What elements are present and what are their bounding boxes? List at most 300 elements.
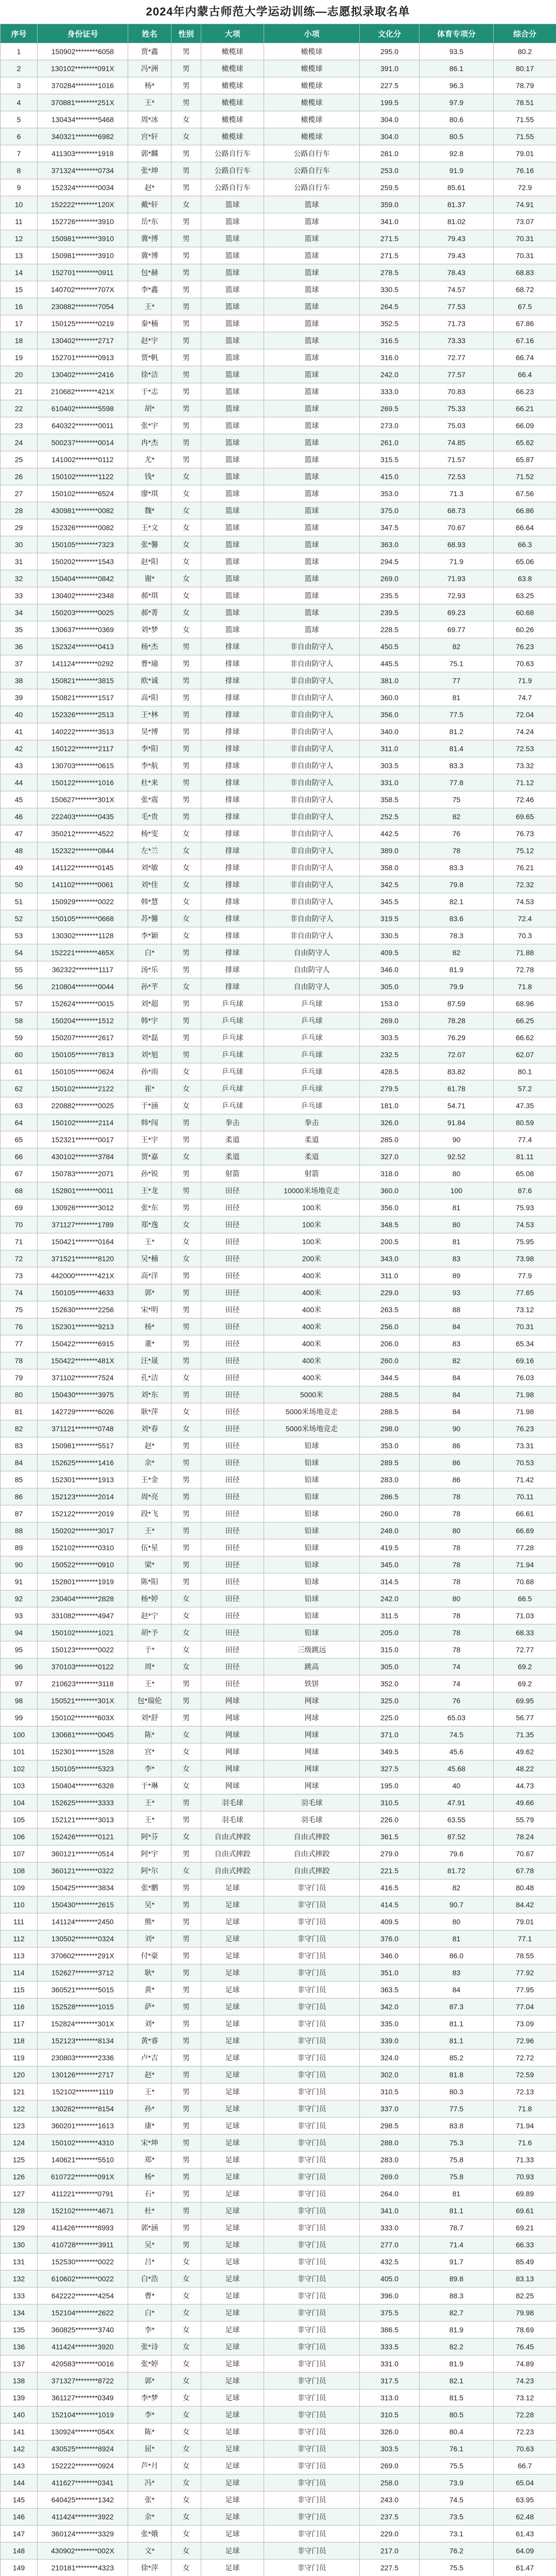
cell-id-number: 150105********4633 (38, 1284, 128, 1301)
cell-gender: 男 (171, 2049, 201, 2066)
table-row (1, 485, 556, 502)
cell-name: 贾*鑫 (128, 43, 171, 60)
table-row (1, 2185, 556, 2202)
cell-sport-score: 75.5 (420, 2458, 494, 2475)
cell-major-event: 足球 (201, 2168, 264, 2185)
table-row (1, 1046, 556, 1063)
cell-sport-score: 80 (420, 1165, 494, 1182)
cell-index: 33 (1, 587, 38, 604)
cell-major-event: 篮球 (201, 332, 264, 349)
cell-id-number: 500237********0014 (38, 434, 128, 451)
cell-name: 刘* (128, 2015, 171, 2032)
cell-gender: 男 (171, 366, 201, 383)
cell-index: 22 (1, 400, 38, 417)
cell-major-event: 射箭 (201, 1165, 264, 1182)
cell-gender: 男 (171, 162, 201, 179)
cell-id-number: 610402********5598 (38, 400, 128, 417)
cell-gender: 男 (171, 1947, 201, 1964)
cell-minor-event: 非守门员 (264, 1879, 360, 1896)
cell-id-number: 152123********8134 (38, 2032, 128, 2049)
cell-total-score: 48.22 (494, 1760, 556, 1777)
cell-major-event: 篮球 (201, 281, 264, 298)
cell-id-number: 152801********1919 (38, 1573, 128, 1590)
cell-major-event: 篮球 (201, 451, 264, 468)
cell-gender: 女 (171, 2372, 201, 2389)
cell-gender: 女 (171, 587, 201, 604)
cell-culture-score: 318.0 (360, 1165, 420, 1182)
table-row (1, 1471, 556, 1488)
cell-total-score: 76.21 (494, 859, 556, 876)
cell-index: 61 (1, 1063, 38, 1080)
cell-index: 10 (1, 196, 38, 213)
cell-sport-score: 78 (420, 1488, 494, 1505)
cell-id-number: 152630********2256 (38, 1301, 128, 1318)
cell-major-event: 足球 (201, 1947, 264, 1964)
cell-major-event: 篮球 (201, 213, 264, 230)
cell-name: 李* (128, 1760, 171, 1777)
cell-minor-event: 非守门员 (264, 1964, 360, 1981)
cell-minor-event: 篮球 (264, 451, 360, 468)
cell-id-number: 141002********0112 (38, 451, 128, 468)
cell-total-score: 80.1 (494, 1063, 556, 1080)
cell-id-number: 222403********0435 (38, 808, 128, 825)
cell-index: 146 (1, 2509, 38, 2526)
table-row (1, 2032, 556, 2049)
cell-gender: 男 (171, 1692, 201, 1709)
cell-id-number: 150404********6328 (38, 1777, 128, 1794)
cell-total-score: 78.24 (494, 1828, 556, 1845)
table-row (1, 1114, 556, 1131)
cell-index: 11 (1, 213, 38, 230)
cell-total-score: 71.12 (494, 774, 556, 791)
cell-sport-score: 78 (420, 1505, 494, 1522)
table-row (1, 791, 556, 808)
cell-culture-score: 317.5 (360, 2372, 420, 2389)
cell-minor-event: 非守门员 (264, 2134, 360, 2151)
cell-total-score: 77.28 (494, 1539, 556, 1556)
cell-culture-score: 221.5 (360, 1862, 420, 1879)
cell-major-event: 乒乓球 (201, 1080, 264, 1097)
cell-id-number: 210682********421X (38, 383, 128, 400)
cell-minor-event: 乒乓球 (264, 1097, 360, 1114)
cell-name: 吴*楠 (128, 1250, 171, 1267)
cell-major-event: 排球 (201, 842, 264, 859)
cell-index: 97 (1, 1675, 38, 1692)
cell-culture-score: 288.0 (360, 2134, 420, 2151)
cell-minor-event: 非守门员 (264, 2560, 360, 2576)
cell-id-number: 152530********0022 (38, 2253, 128, 2270)
table-row (1, 2134, 556, 2151)
cell-sport-score: 82.1 (420, 893, 494, 910)
cell-id-number: 152104********1019 (38, 2406, 128, 2424)
cell-minor-event: 自由防守人 (264, 944, 360, 961)
cell-gender: 男 (171, 1556, 201, 1573)
cell-sport-score: 80.3 (420, 2083, 494, 2100)
cell-sport-score: 83.6 (420, 910, 494, 927)
cell-index: 7 (1, 145, 38, 162)
cell-id-number: 140702********707X (38, 281, 128, 298)
cell-minor-event: 非守门员 (264, 2458, 360, 2475)
cell-name: 陈* (128, 1726, 171, 1743)
cell-sport-score: 80 (420, 1913, 494, 1930)
cell-sport-score: 77.8 (420, 774, 494, 791)
cell-gender: 男 (171, 2083, 201, 2100)
cell-culture-score: 302.0 (360, 2066, 420, 2083)
cell-sport-score: 74.57 (420, 281, 494, 298)
cell-culture-score: 295.0 (360, 43, 420, 60)
cell-minor-event: 篮球 (264, 604, 360, 621)
cell-total-score: 70.63 (494, 2441, 556, 2458)
header-gender: 性别 (171, 24, 201, 43)
cell-major-event: 足球 (201, 2492, 264, 2509)
cell-id-number: 150102********2114 (38, 1114, 128, 1131)
cell-gender: 男 (171, 2117, 201, 2134)
cell-sport-score: 77.53 (420, 298, 494, 315)
cell-sport-score: 86.1 (420, 60, 494, 77)
table-row (1, 2321, 556, 2338)
cell-minor-event: 铅球 (264, 1607, 360, 1624)
table-row (1, 1284, 556, 1301)
cell-sport-score: 73.5 (420, 2509, 494, 2526)
cell-gender: 女 (171, 1607, 201, 1624)
cell-major-event: 田径 (201, 1522, 264, 1539)
cell-gender: 男 (171, 1454, 201, 1471)
cell-minor-event: 篮球 (264, 383, 360, 400)
cell-id-number: 141122********0145 (38, 859, 128, 876)
cell-name: 高*阳 (128, 689, 171, 706)
table-row (1, 587, 556, 604)
cell-name: 冀*博 (128, 247, 171, 264)
cell-index: 34 (1, 604, 38, 621)
cell-culture-score: 360.0 (360, 1182, 420, 1199)
cell-minor-event: 400米 (264, 1267, 360, 1284)
cell-name: 郝*菁 (128, 604, 171, 621)
cell-total-score: 77.95 (494, 1981, 556, 1998)
cell-major-event: 田径 (201, 1590, 264, 1607)
cell-sport-score: 77 (420, 672, 494, 689)
cell-major-event: 排球 (201, 978, 264, 995)
cell-minor-event: 非守门员 (264, 1998, 360, 2015)
cell-culture-score: 325.0 (360, 1692, 420, 1709)
cell-id-number: 152326********2513 (38, 706, 128, 723)
cell-total-score: 79.01 (494, 145, 556, 162)
cell-total-score: 71.52 (494, 468, 556, 485)
table-row (1, 1998, 556, 2015)
table-row (1, 1250, 556, 1267)
cell-culture-score: 352.5 (360, 315, 420, 332)
cell-gender: 男 (171, 2151, 201, 2168)
cell-name: 宫*轩 (128, 128, 171, 145)
cell-id-number: 411424********3920 (38, 2338, 128, 2355)
cell-name: 芦*月 (128, 2458, 171, 2475)
cell-index: 87 (1, 1505, 38, 1522)
cell-minor-event: 400米 (264, 1301, 360, 1318)
cell-minor-event: 非守门员 (264, 2492, 360, 2509)
cell-gender: 男 (171, 60, 201, 77)
cell-minor-event: 非自由防守人 (264, 842, 360, 859)
cell-index: 57 (1, 995, 38, 1012)
cell-index: 2 (1, 60, 38, 77)
cell-id-number: 150522********0910 (38, 1556, 128, 1573)
cell-name: 钱* (128, 468, 171, 485)
cell-culture-score: 331.0 (360, 774, 420, 791)
cell-culture-score: 343.0 (360, 1250, 420, 1267)
cell-sport-score: 82.2 (420, 2338, 494, 2355)
cell-index: 117 (1, 2015, 38, 2032)
cell-total-score: 72.78 (494, 961, 556, 978)
cell-sport-score: 71.57 (420, 451, 494, 468)
cell-name: 李*颖 (128, 927, 171, 944)
cell-major-event: 排球 (201, 893, 264, 910)
cell-major-event: 足球 (201, 2543, 264, 2560)
cell-total-score: 63.8 (494, 570, 556, 587)
cell-name: 付*豪 (128, 1947, 171, 1964)
table-row (1, 1488, 556, 1505)
cell-sport-score: 78.28 (420, 1012, 494, 1029)
cell-index: 6 (1, 128, 38, 145)
admission-table (0, 24, 556, 2576)
cell-culture-score: 243.0 (360, 2492, 420, 2509)
table-row (1, 995, 556, 1012)
cell-id-number: 362322********1117 (38, 961, 128, 978)
cell-minor-event: 非守门员 (264, 2066, 360, 2083)
cell-total-score: 70.31 (494, 247, 556, 264)
cell-major-event: 田径 (201, 1658, 264, 1675)
cell-sport-score: 83 (420, 1250, 494, 1267)
cell-gender: 男 (171, 1437, 201, 1454)
cell-name: 张*鹏 (128, 1879, 171, 1896)
cell-index: 80 (1, 1386, 38, 1403)
cell-minor-event: 非守门员 (264, 2406, 360, 2424)
cell-id-number: 350212********4522 (38, 825, 128, 842)
cell-sport-score: 81.37 (420, 196, 494, 213)
table-row (1, 2236, 556, 2253)
cell-culture-score: 271.5 (360, 230, 420, 247)
cell-minor-event: 篮球 (264, 485, 360, 502)
cell-gender: 男 (171, 2015, 201, 2032)
cell-name: 王* (128, 1522, 171, 1539)
cell-total-score: 66.5 (494, 1590, 556, 1607)
cell-name: 王*龙 (128, 1182, 171, 1199)
cell-minor-event: 非守门员 (264, 2151, 360, 2168)
cell-culture-score: 346.0 (360, 961, 420, 978)
cell-name: 杜* (128, 2202, 171, 2219)
cell-major-event: 足球 (201, 2117, 264, 2134)
cell-total-score: 68.72 (494, 281, 556, 298)
cell-total-score: 69.16 (494, 1352, 556, 1369)
cell-index: 135 (1, 2321, 38, 2338)
cell-id-number: 430525********8924 (38, 2441, 128, 2458)
cell-index: 82 (1, 1420, 38, 1437)
cell-sport-score: 73.33 (420, 332, 494, 349)
cell-gender: 女 (171, 111, 201, 128)
cell-total-score: 72.4 (494, 910, 556, 927)
cell-minor-event: 非守门员 (264, 2168, 360, 2185)
cell-total-score: 69.2 (494, 1675, 556, 1692)
cell-sport-score: 81.1 (420, 2015, 494, 2032)
cell-culture-score: 305.0 (360, 978, 420, 995)
cell-major-event: 篮球 (201, 264, 264, 281)
cell-index: 29 (1, 519, 38, 536)
cell-total-score: 65.34 (494, 1335, 556, 1352)
cell-id-number: 371324********0734 (38, 162, 128, 179)
cell-index: 92 (1, 1590, 38, 1607)
cell-gender: 男 (171, 2100, 201, 2117)
cell-gender: 女 (171, 570, 201, 587)
cell-id-number: 150425********3834 (38, 1879, 128, 1896)
cell-name: 包*赫 (128, 264, 171, 281)
cell-name: 萨* (128, 1998, 171, 2015)
cell-culture-score: 228.5 (360, 621, 420, 638)
cell-sport-score: 87.59 (420, 995, 494, 1012)
cell-major-event: 田径 (201, 1624, 264, 1641)
table-row (1, 689, 556, 706)
cell-culture-score: 330.5 (360, 281, 420, 298)
cell-major-event: 柔道 (201, 1131, 264, 1148)
cell-major-event: 足球 (201, 2304, 264, 2321)
cell-minor-event: 篮球 (264, 230, 360, 247)
cell-total-score: 67.5 (494, 298, 556, 315)
table-row (1, 1080, 556, 1097)
table-row (1, 1301, 556, 1318)
cell-major-event: 田径 (201, 1675, 264, 1692)
cell-index: 28 (1, 502, 38, 519)
cell-sport-score: 68.73 (420, 502, 494, 519)
cell-name: 冯*洲 (128, 60, 171, 77)
cell-total-score: 72.23 (494, 2424, 556, 2441)
cell-index: 128 (1, 2202, 38, 2219)
cell-sport-score: 79.6 (420, 1845, 494, 1862)
cell-minor-event: 非自由防守人 (264, 791, 360, 808)
cell-total-score: 71.35 (494, 1726, 556, 1743)
cell-name: 宫* (128, 1743, 171, 1760)
cell-index: 130 (1, 2236, 38, 2253)
cell-total-score: 67.86 (494, 315, 556, 332)
cell-culture-score: 205.0 (360, 1624, 420, 1641)
cell-minor-event: 铅球 (264, 1488, 360, 1505)
cell-gender: 女 (171, 519, 201, 536)
cell-minor-event: 乒乓球 (264, 1063, 360, 1080)
cell-index: 109 (1, 1879, 38, 1896)
cell-name: 阿*芬 (128, 1828, 171, 1845)
cell-culture-score: 340.0 (360, 723, 420, 740)
table-row (1, 842, 556, 859)
cell-total-score: 77.92 (494, 1964, 556, 1981)
cell-minor-event: 非守门员 (264, 2287, 360, 2304)
cell-culture-score: 229.0 (360, 2526, 420, 2543)
cell-gender: 男 (171, 1845, 201, 1862)
cell-index: 116 (1, 1998, 38, 2015)
table-row (1, 2270, 556, 2287)
cell-name: 毛*贵 (128, 808, 171, 825)
cell-culture-score: 391.0 (360, 60, 420, 77)
cell-gender: 男 (171, 1930, 201, 1947)
table-row (1, 1505, 556, 1522)
cell-sport-score: 68.93 (420, 536, 494, 553)
cell-major-event: 篮球 (201, 417, 264, 434)
cell-id-number: 140222********3513 (38, 723, 128, 740)
cell-major-event: 篮球 (201, 468, 264, 485)
cell-total-score: 65.08 (494, 1165, 556, 1182)
cell-sport-score: 83.82 (420, 1063, 494, 1080)
cell-name: 董* (128, 1335, 171, 1352)
cell-minor-event: 篮球 (264, 434, 360, 451)
cell-culture-score: 324.0 (360, 2049, 420, 2066)
cell-minor-event: 100米 (264, 1199, 360, 1216)
cell-index: 65 (1, 1131, 38, 1148)
cell-name: 韩*闯 (128, 1114, 171, 1131)
table-row (1, 808, 556, 825)
cell-culture-score: 363.5 (360, 1981, 420, 1998)
cell-minor-event: 公路自行车 (264, 162, 360, 179)
cell-index: 31 (1, 553, 38, 570)
cell-index: 18 (1, 332, 38, 349)
cell-sport-score: 85.61 (420, 179, 494, 196)
header-index: 序号 (1, 24, 38, 43)
cell-gender: 女 (171, 2458, 201, 2475)
cell-sport-score: 81.1 (420, 2202, 494, 2219)
cell-culture-score: 225.0 (360, 1709, 420, 1726)
table-row (1, 128, 556, 145)
table-row (1, 910, 556, 927)
cell-minor-event: 篮球 (264, 281, 360, 298)
cell-index: 46 (1, 808, 38, 825)
cell-id-number: 411303********1918 (38, 145, 128, 162)
cell-major-event: 篮球 (201, 553, 264, 570)
cell-name: 杨* (128, 1318, 171, 1335)
table-row (1, 2509, 556, 2526)
cell-name: 康* (128, 2117, 171, 2134)
cell-culture-score: 347.5 (360, 519, 420, 536)
cell-culture-score: 242.0 (360, 1590, 420, 1607)
cell-minor-event: 篮球 (264, 366, 360, 383)
cell-major-event: 自由式摔跤 (201, 1828, 264, 1845)
cell-culture-score: 235.5 (360, 587, 420, 604)
table-row (1, 2492, 556, 2509)
cell-total-score: 80.2 (494, 43, 556, 60)
cell-culture-score: 333.5 (360, 2338, 420, 2355)
cell-id-number: 361127********0349 (38, 2389, 128, 2406)
cell-sport-score: 92.52 (420, 1148, 494, 1165)
cell-culture-score: 311.0 (360, 1267, 420, 1284)
cell-total-score: 66.62 (494, 1029, 556, 1046)
cell-culture-score: 153.0 (360, 995, 420, 1012)
table-row (1, 1335, 556, 1352)
cell-minor-event: 自由式摔跤 (264, 1862, 360, 1879)
cell-culture-score: 252.5 (360, 808, 420, 825)
cell-sport-score: 100 (420, 1182, 494, 1199)
cell-minor-event: 网球 (264, 1760, 360, 1777)
cell-total-score: 73.98 (494, 1250, 556, 1267)
cell-gender: 男 (171, 451, 201, 468)
table-row (1, 2372, 556, 2389)
cell-major-event: 足球 (201, 2015, 264, 2032)
cell-name: 王* (128, 1794, 171, 1811)
table-row (1, 1658, 556, 1675)
cell-total-score: 70.3 (494, 927, 556, 944)
cell-name: 汪*晟 (128, 1352, 171, 1369)
cell-index: 23 (1, 417, 38, 434)
cell-sport-score: 80.4 (420, 2424, 494, 2441)
cell-minor-event: 非自由防守人 (264, 808, 360, 825)
cell-gender: 男 (171, 638, 201, 655)
cell-major-event: 橄榄球 (201, 60, 264, 77)
cell-culture-score: 341.0 (360, 213, 420, 230)
cell-culture-score: 311.0 (360, 740, 420, 757)
cell-index: 106 (1, 1828, 38, 1845)
cell-major-event: 篮球 (201, 247, 264, 264)
cell-minor-event: 铅球 (264, 1556, 360, 1573)
